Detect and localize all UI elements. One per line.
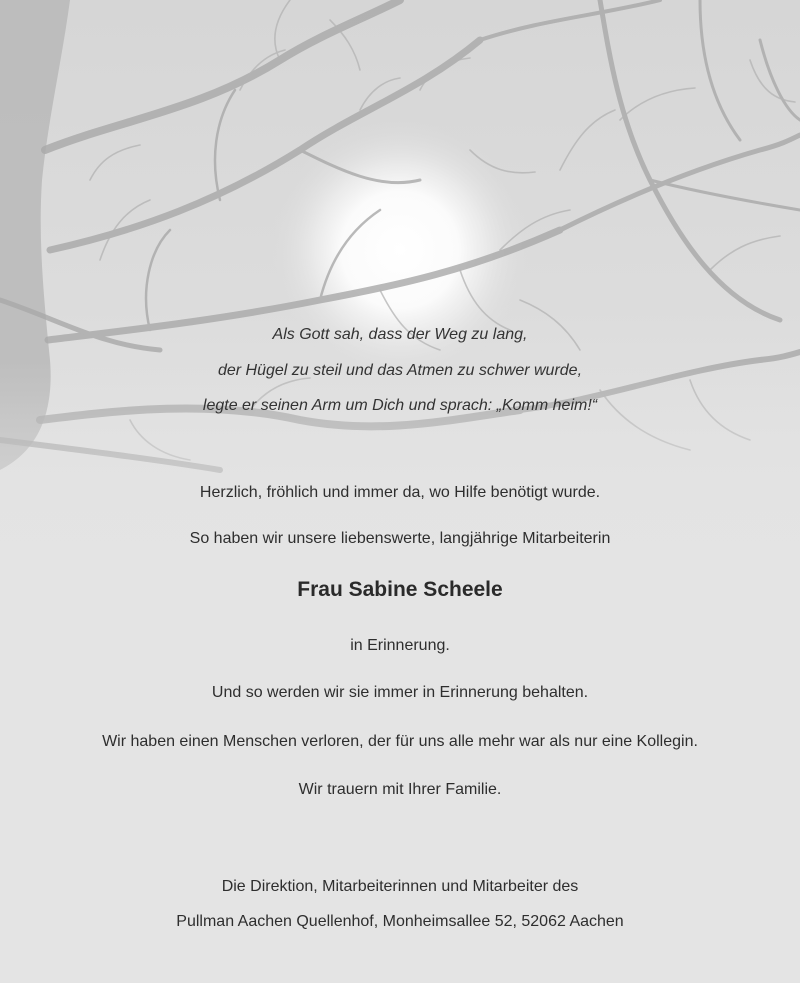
tribute-line-4: Und so werden wir sie immer in Erinnerung behalten. [211,684,589,701]
signature-line-1: Die Direktion, Mitarbeiterinnen und Mitarbeiter des [221,878,579,895]
poem-line-1: Als Gott sah, dass der Weg zu lang, [272,326,528,343]
signature-line-2: Pullman Aachen Quellenhof, Monheimsallee 52, 52062 Aachen [176,913,624,930]
deceased-name: Frau Sabine Scheele [297,578,503,601]
tribute-line-5: Wir haben einen Menschen verloren, der für uns alle mehr war als nur eine Kollegin. [102,733,698,750]
tribute-line-2: So haben wir unsere liebenswerte, langjährige Mitarbeiterin [189,530,611,547]
tribute-line-1: Herzlich, fröhlich und immer da, wo Hilfe benötigt wurde. [199,484,601,501]
tribute-line-6: Wir trauern mit Ihrer Familie. [298,781,502,798]
tribute-line-3: in Erinnerung. [350,637,450,654]
poem-line-2: der Hügel zu steil und das Atmen zu schwer wurde, [217,362,583,379]
poem-line-3: legte er seinen Arm um Dich und sprach: „Komm heim!“ [202,397,598,414]
